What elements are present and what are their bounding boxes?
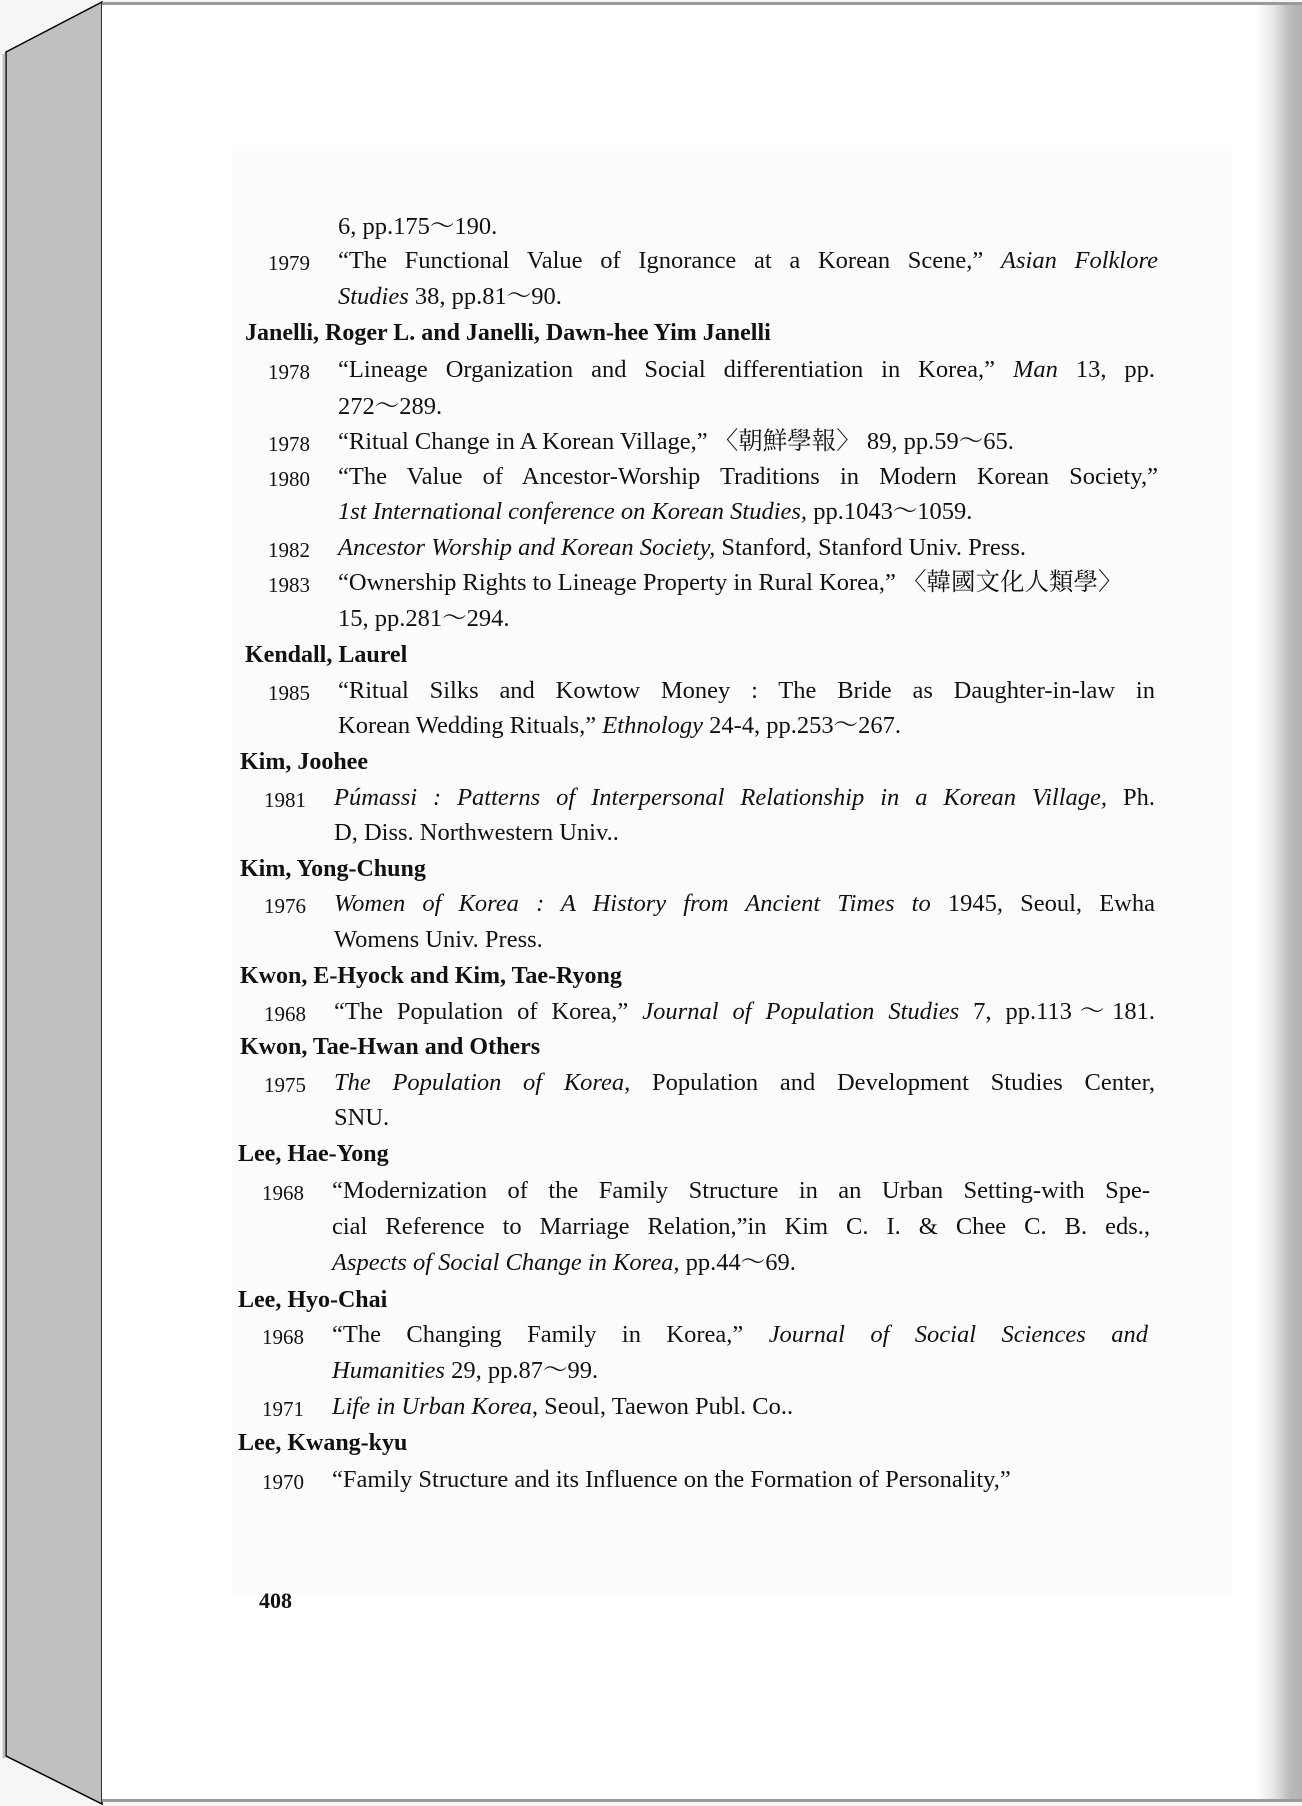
citation-continuation — [332, 1248, 796, 1278]
citation-text: cial Reference to Marriage Relation,”in Kim C. I. & Chee C. B. eds., — [332, 1213, 1150, 1240]
citation-line — [338, 355, 1155, 385]
italic-title: Life in Urban Korea — [332, 1393, 532, 1420]
citation-text: “Ritual Silks and Kowtow Money : The Bride as Daughter-in-law in — [338, 677, 1155, 704]
author-heading: Lee, Hyo-Chai — [238, 1287, 388, 1313]
citation-line — [334, 783, 1155, 813]
entry-year: 1985 — [268, 681, 310, 705]
citation-text: pp.44～69. — [679, 1249, 796, 1276]
citation-text: 6, pp.175～190. — [338, 213, 498, 240]
citation-line — [334, 997, 1155, 1027]
citation-line — [338, 533, 1026, 563]
citation-continuation — [338, 392, 442, 422]
entry-year: 1970 — [262, 1470, 304, 1494]
italic-title: Aspects of Social Change in Korea, — [332, 1249, 680, 1276]
entry-year: 1975 — [264, 1073, 306, 1097]
author-heading: Kim, Yong-Chung — [240, 856, 426, 882]
citation-text: , Seoul, Taewon Publ. Co.. — [531, 1393, 794, 1420]
citation-text: Stanford, Stanford Univ. Press. — [715, 534, 1026, 561]
author-heading: Lee, Hae-Yong — [238, 1141, 389, 1167]
italic-title: Studies — [338, 283, 409, 310]
citation-text: “The Changing Family in Korea,” — [332, 1321, 769, 1348]
entry-year: 1979 — [268, 251, 310, 275]
citation-text: pp.1043～1059. — [807, 498, 973, 525]
citation-text: SNU. — [334, 1104, 390, 1131]
citation-line — [338, 568, 1123, 598]
citation-line — [332, 1320, 1148, 1350]
entry-year: 1968 — [264, 1002, 306, 1026]
entry-year: 1981 — [264, 788, 306, 812]
italic-title: Man — [1012, 356, 1058, 383]
author-heading: Kim, Joohee — [240, 749, 368, 775]
citation-text: “Ritual Change in A Korean Village,” 〈朝鮮學報〉 89, pp.59～65. — [338, 428, 1014, 455]
italic-title: Asian Folklore — [1001, 247, 1158, 274]
citation-continuation — [334, 1103, 389, 1133]
citation-text: 24-4, pp.253～267. — [703, 712, 902, 739]
author-heading: Kwon, E-Hyock and Kim, Tae-Ryong — [240, 963, 622, 989]
citation-text: “Modernization of the Family Structure in an Urban Setting-with Spe- — [332, 1177, 1150, 1204]
author-heading: Kendall, Laurel — [245, 642, 408, 668]
citation-line — [338, 427, 1014, 457]
entry-year: 1971 — [262, 1397, 304, 1421]
citation-line — [332, 1392, 793, 1422]
author-heading: Janelli, Roger L. and Janelli, Dawn-hee Yim Janelli — [245, 320, 771, 346]
citation-text: 7, pp.113～181. — [959, 998, 1155, 1025]
citation-line — [332, 1465, 1011, 1495]
citation-text: “Ownership Rights to Lineage Property in Rural Korea,” 〈韓國文化人類學〉 — [338, 569, 1123, 596]
citation-text: 272～289. — [338, 393, 443, 420]
author-heading: Lee, Kwang-kyu — [238, 1430, 408, 1456]
citation-text: 1945, Seoul, Ewha — [930, 890, 1155, 917]
citation-line — [334, 889, 1155, 919]
citation-text: “The Value of Ancestor-Worship Traditions in Modern Korean Society,” — [338, 463, 1158, 490]
italic-title: Journal of Population Studies — [642, 998, 960, 1025]
citation-text: “The Population of Korea,” — [334, 998, 643, 1025]
citation-continuation — [334, 925, 543, 955]
citation-line — [338, 462, 1158, 492]
italic-title: The Population of Korea, — [334, 1069, 631, 1096]
italic-title: Ancestor Worship and Korean Society, — [338, 534, 716, 561]
citation-text: Korean Wedding Rituals,” — [338, 712, 603, 739]
citation-text: D, Diss. Northwestern Univ.. — [334, 819, 619, 846]
citation-line — [338, 246, 1158, 276]
citation-text: 13, pp. — [1057, 356, 1156, 383]
citation-line — [332, 1176, 1150, 1206]
page-number: 408 — [259, 1588, 292, 1613]
citation-continuation — [332, 1356, 598, 1386]
citation-text: “The Functional Value of Ignorance at a Korean Scene,” — [338, 247, 1002, 274]
author-heading: Kwon, Tae-Hwan and Others — [240, 1034, 541, 1060]
citation-text: “Lineage Organization and Social differentiation in Korea,” — [338, 356, 1013, 383]
entry-year: 1968 — [262, 1181, 304, 1205]
italic-title: Journal of Social Sciences and — [768, 1321, 1148, 1348]
citation-text: 38, pp.81～90. — [408, 283, 562, 310]
italic-title: Women of Korea : A History from Ancient Times to — [334, 890, 931, 917]
citation-line — [334, 1068, 1155, 1098]
entry-year: 1980 — [268, 467, 310, 491]
citation-line — [338, 676, 1155, 706]
citation-text: Population and Development Studies Center, — [630, 1069, 1155, 1096]
citation-continuation — [334, 818, 619, 848]
italic-title: Púmassi : Patterns of Interpersonal Relationship in a Korean Village, — [334, 784, 1108, 811]
italic-title: 1st International conference on Korean Studies, — [338, 498, 808, 525]
citation-text: Ph. — [1107, 784, 1155, 811]
citation-continuation — [332, 1212, 1150, 1242]
italic-title: Humanities — [332, 1357, 445, 1384]
entry-year: 1982 — [268, 538, 310, 562]
entry-year: 1978 — [268, 432, 310, 456]
citation-continuation — [338, 282, 562, 312]
citation-continuation — [338, 212, 497, 242]
citation-text: 29, pp.87～99. — [444, 1357, 599, 1384]
citation-continuation — [338, 604, 510, 634]
citation-continuation — [338, 497, 972, 527]
entry-year: 1976 — [264, 894, 306, 918]
entry-year: 1983 — [268, 573, 310, 597]
citation-text: “Family Structure and its Influence on the Formation of Personality,” — [332, 1466, 1011, 1493]
entry-year: 1968 — [262, 1325, 304, 1349]
entry-year: 1978 — [268, 360, 310, 384]
citation-text: Womens Univ. Press. — [334, 926, 543, 953]
citation-continuation — [338, 711, 901, 741]
italic-title: Ethnology — [602, 712, 704, 739]
citation-text: 15, pp.281～294. — [338, 605, 510, 632]
